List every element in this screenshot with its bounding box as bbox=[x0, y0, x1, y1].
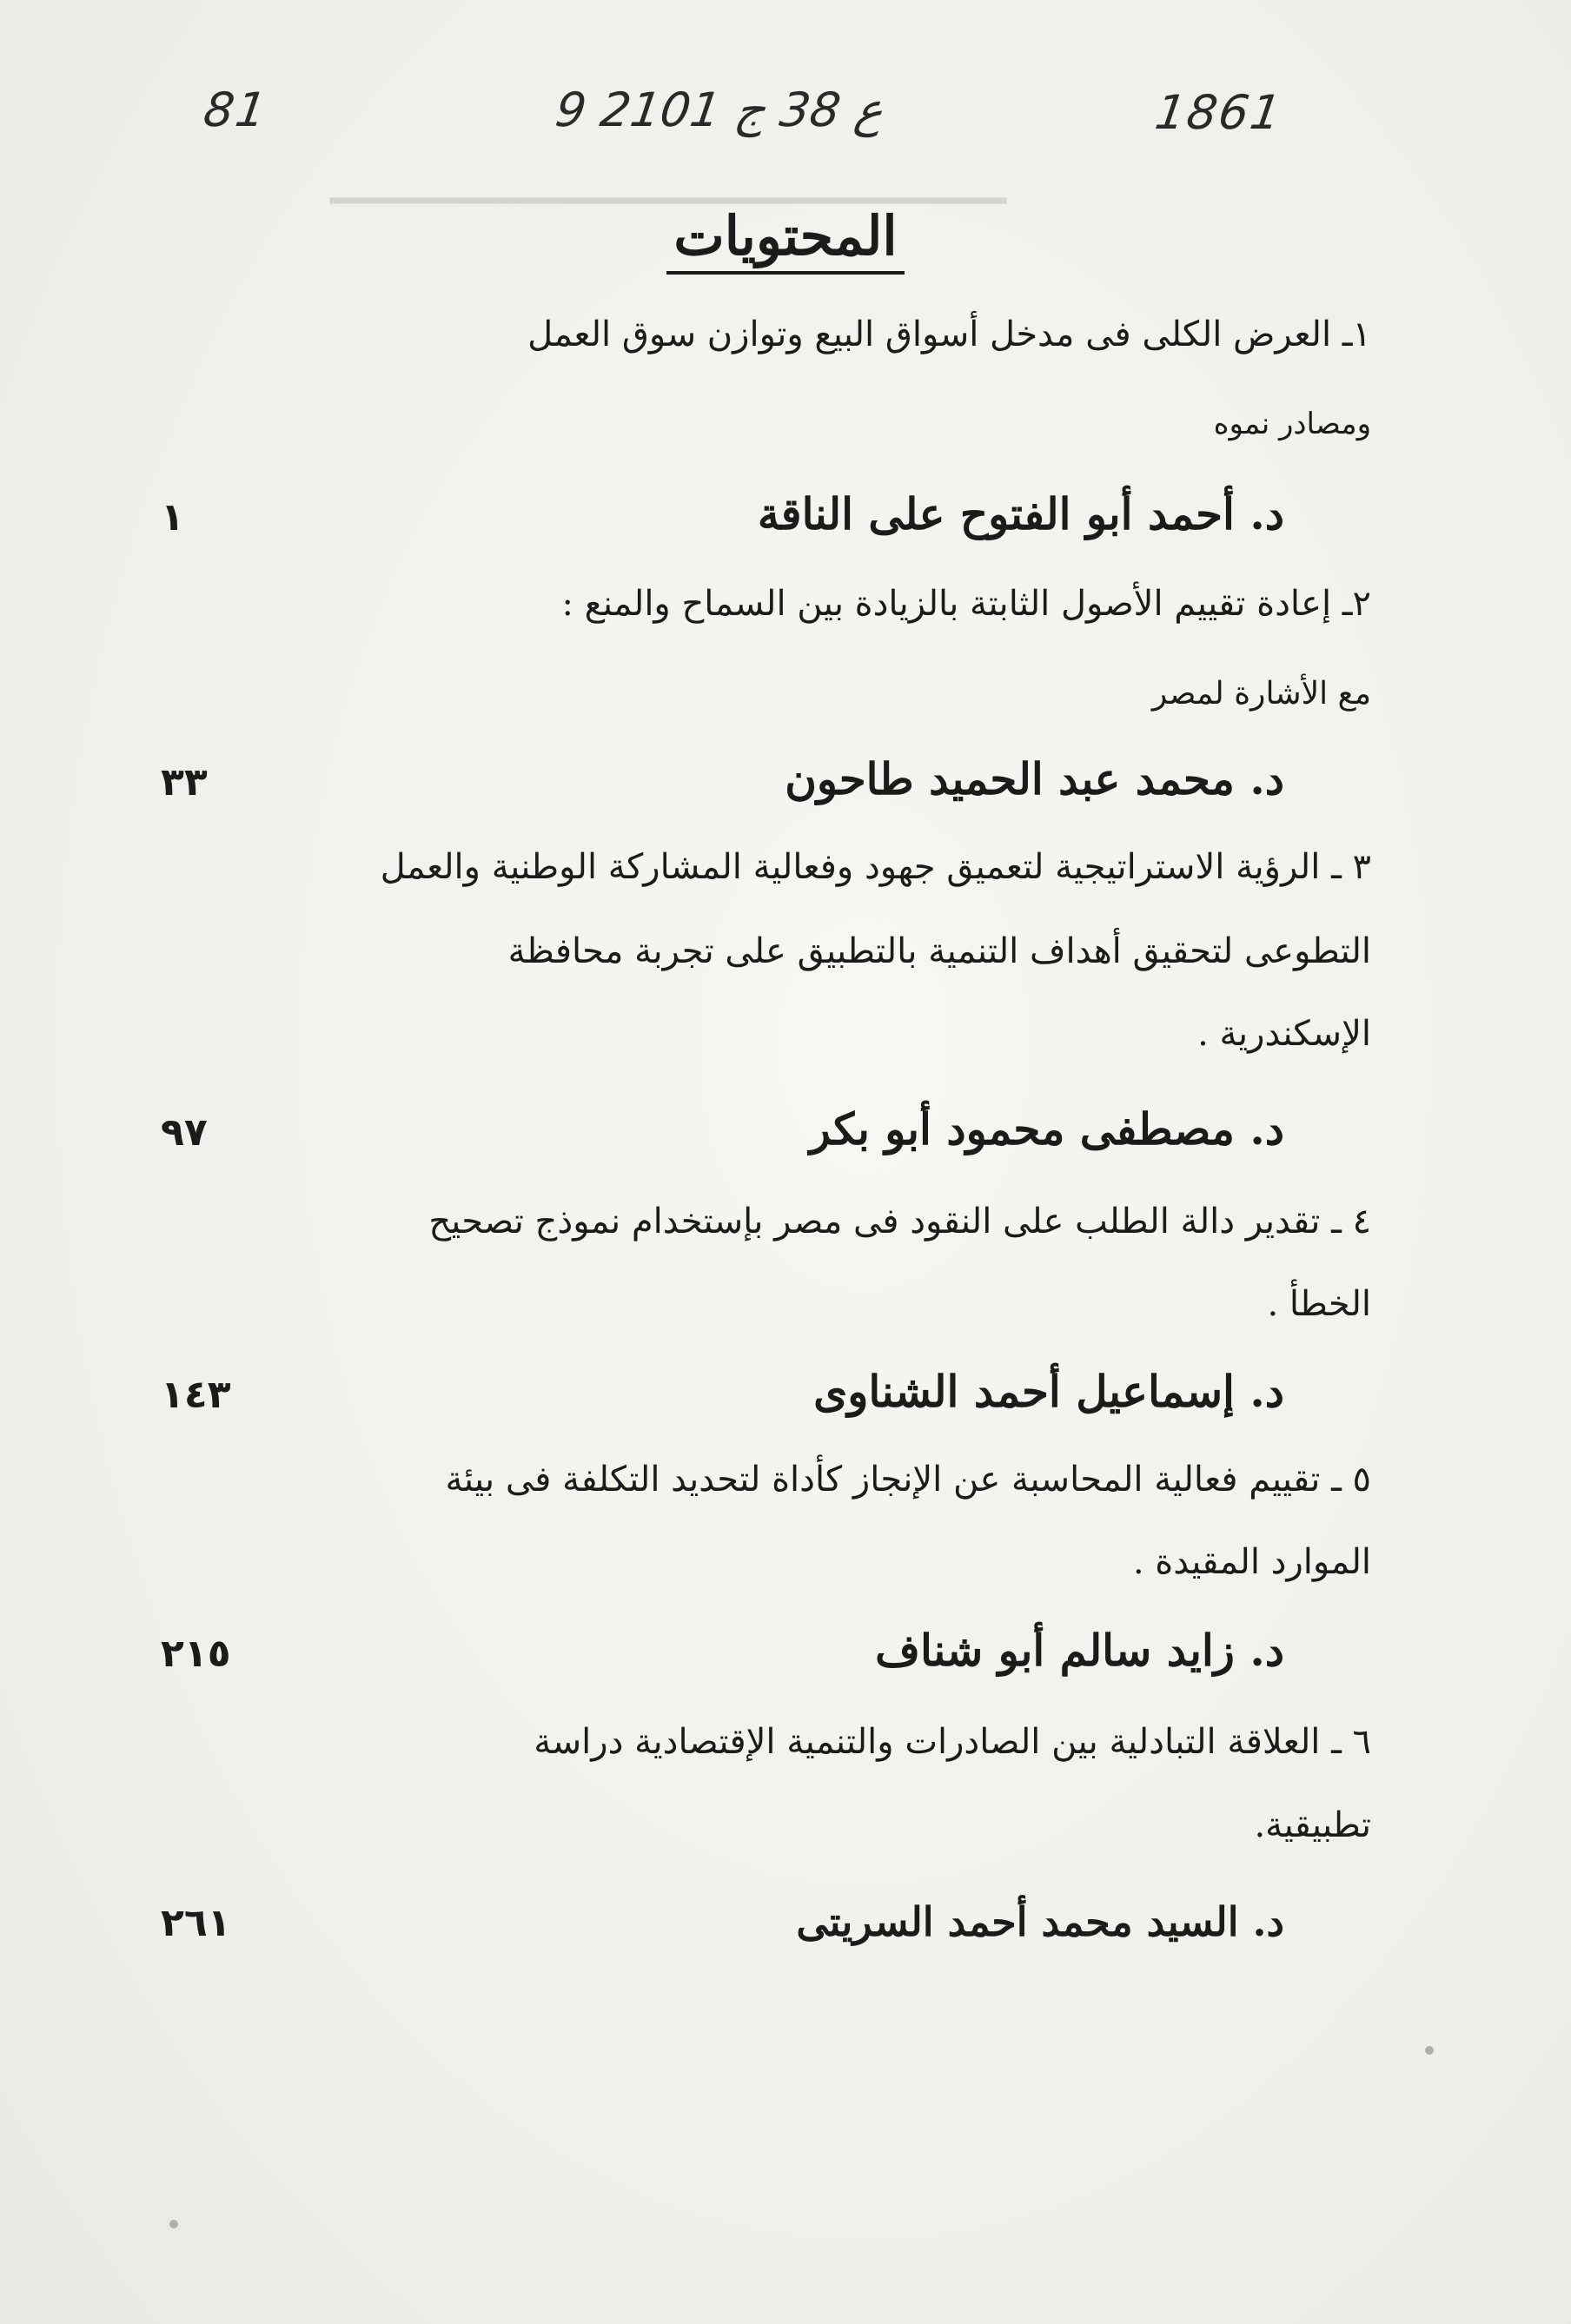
entry-title-line: ٥ ـ تقييم فعالية المحاسبة عن الإنجاز كأداة لتحديد التكلفة فى بيئة bbox=[445, 1460, 1371, 1500]
entry-author: د. أحمد أبو الفتوح على الناقة bbox=[757, 488, 1284, 540]
handwritten-number-left: 81 bbox=[200, 83, 272, 137]
entry-title-line: الإسكندرية . bbox=[1197, 1014, 1371, 1054]
entry-author: د. زايد سالم أبو شناف bbox=[875, 1625, 1284, 1676]
entry-title-line: التطوعى لتحقيق أهداف التنمية بالتطبيق على تجربة محافظة bbox=[507, 931, 1371, 971]
entry-title-line: ٤ ـ تقدير دالة الطلب على النقود فى مصر بإستخدام نموذج تصحيح bbox=[428, 1202, 1371, 1241]
show-through-text: ▁▁▁▁▁▁▁▁▁▁▁▁▁▁▁▁▁▁▁▁▁▁ bbox=[330, 158, 1007, 202]
entry-page-number: ١٤٣ bbox=[161, 1373, 231, 1417]
entry-page-number: ٩٧ bbox=[161, 1110, 208, 1155]
entry-page-number: ٢٦١ bbox=[161, 1901, 231, 1945]
entry-title-line: ٣ ـ الرؤية الاستراتيجية لتعميق جهود وفعالية المشاركة الوطنية والعمل bbox=[380, 847, 1371, 887]
entry-title-line: الموارد المقيدة . bbox=[1132, 1542, 1371, 1582]
entry-page-number: ٣٣ bbox=[161, 760, 208, 804]
entry-author: د. إسماعيل أحمد الشناوى bbox=[813, 1366, 1284, 1417]
entry-page-number: ١ bbox=[161, 495, 184, 540]
entry-title-line: مع الأشارة لمصر bbox=[1151, 676, 1371, 712]
handwritten-number-right: 1861 bbox=[1151, 85, 1286, 140]
entry-author: د. محمد عبد الحميد طاحون bbox=[785, 753, 1284, 804]
entry-author: د. مصطفى محمود أبو بكر bbox=[809, 1103, 1284, 1155]
entry-page-number: ٢١٥ bbox=[161, 1632, 231, 1676]
entry-title-line: ١ـ العرض الكلى فى مدخل أسواق البيع وتوازن سوق العمل bbox=[527, 315, 1371, 354]
entry-title-line: ومصادر نموه bbox=[1213, 407, 1371, 441]
entry-title-line: ٦ ـ العلاقة التبادلية بين الصادرات والتنمية الإقتصادية دراسة bbox=[534, 1722, 1371, 1762]
entry-title-line: تطبيقية. bbox=[1254, 1805, 1371, 1845]
entry-title-line: ٢ـ إعادة تقييم الأصول الثابتة بالزيادة بين السماح والمنع : bbox=[561, 584, 1371, 624]
handwritten-reference: 9 ع 38 ج 2101 bbox=[552, 83, 887, 137]
scan-speck bbox=[1425, 2046, 1434, 2055]
scan-speck bbox=[169, 2220, 178, 2228]
entry-author: د. السيد محمد أحمد السريتى bbox=[796, 1898, 1284, 1945]
page-title: المحتويات bbox=[0, 204, 1571, 268]
entry-title-line: الخطأ . bbox=[1267, 1284, 1371, 1324]
